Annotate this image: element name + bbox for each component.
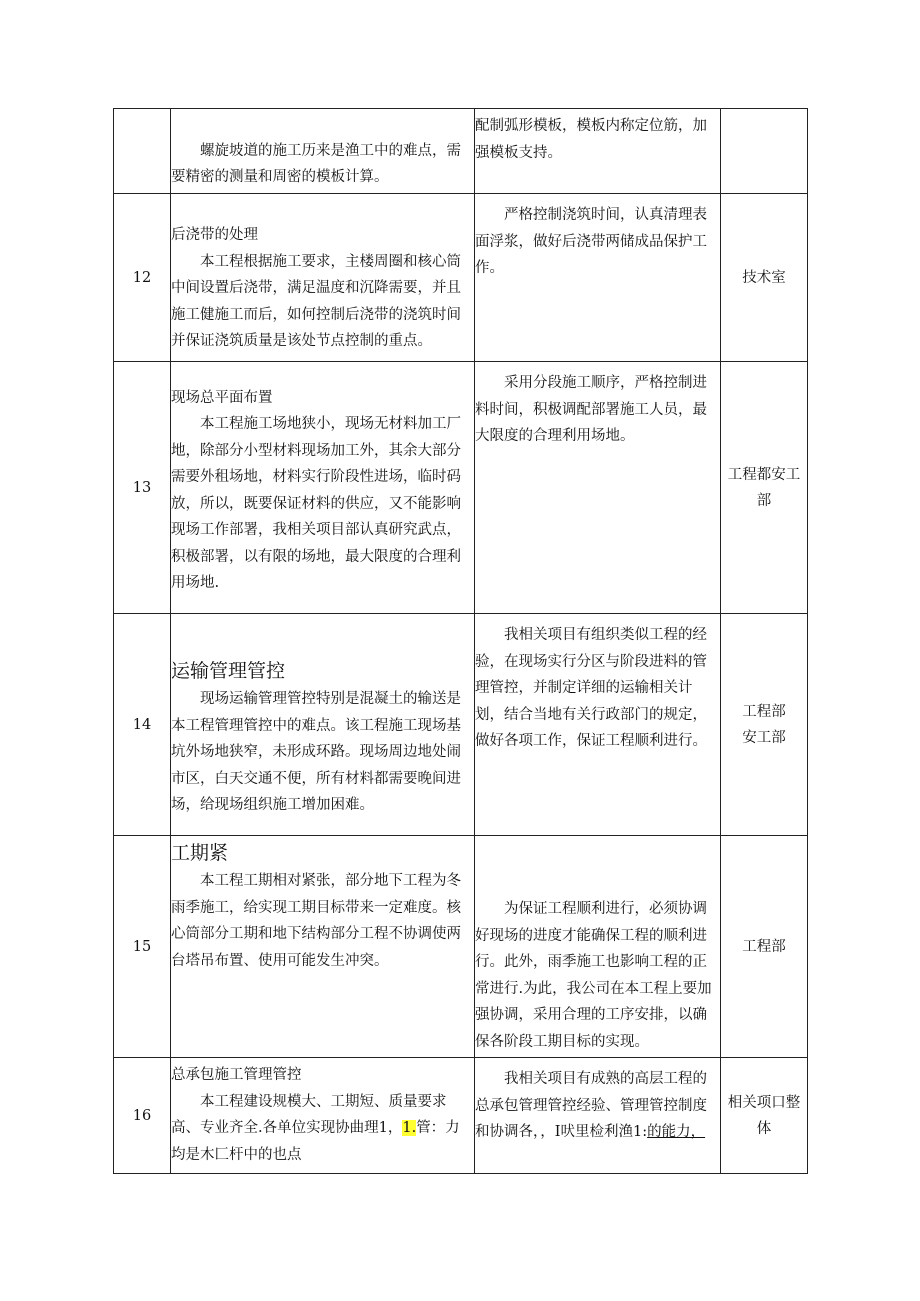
risk-table (113, 108, 808, 1174)
dept-cell: 工程部 (721, 836, 808, 1058)
row-number: 14 (114, 614, 171, 836)
issue-title: 后浇带的处理 (171, 227, 258, 244)
dept-cell: 技术室 (721, 194, 808, 362)
dept-line: 工程部 (742, 703, 786, 720)
issue-title: 总承包施工管理管控 (171, 1067, 302, 1083)
highlighted-text: 1. (402, 1120, 417, 1136)
dept-cell: 工程都安工部 (721, 362, 808, 614)
measure-text: 为保证工程顺利进行，必须协调好现场的进度才能确保工程的顺利进行。此外，雨季施工也影响工程的正常进行.为此，我公司在本工程上要加强协调，采用合理的工序安排，以确保各阶段工期目标的实现。 (475, 901, 712, 1050)
issue-cell (171, 194, 475, 362)
issue-body: 本工程工期相对紧张，部分地下工程为冬雨季施工，给实现工期目标带来一定难度。核心筒部分工期和地下结构部分工程不协调使两台塔吊布置、使用可能发生冲突。 (171, 873, 461, 969)
measure-cell (475, 614, 721, 836)
underlined-text: 的能力， (647, 1124, 706, 1140)
dept-line: 安工部 (742, 729, 786, 746)
row-number: 16 (114, 1058, 171, 1174)
measure-text: 我相关项目有组织类似工程的经验，在现场实行分区与阶段进料的管理管控，并制定详细的运输相关计划，结合当地有关行政部门的规定，做好各项工作，保证工程顺利进行。 (475, 627, 707, 749)
row-number (114, 109, 171, 194)
dept-cell: 相关项口整体 (721, 1058, 808, 1174)
issue-body-text: 本工程建设规模大、工期短、质量要求高、专业齐全.各单位实现协曲理1， (171, 1093, 447, 1136)
measure-cell (475, 194, 721, 362)
issue-body: 本工程施工场地狭小，现场无材料加工厂地，除部分小型材料现场加工外，其余大部分需要外租场地，材料实行阶段性进场，临时码放，所以，既要保证材料的供应，又不能影响现场工作部署，我相关项目部认真研究武点，积极部署，以有限的场地，最大限度的合理利用场地. (171, 416, 461, 591)
issue-cell (171, 614, 475, 836)
issue-body-text-cont: 管：力均是木匚杆中的也点 (171, 1120, 460, 1163)
measure-cell (475, 362, 721, 614)
issue-title: 运输管理管控 (171, 660, 286, 683)
issue-body: 现场运输管理管控特别是混凝土的输送是本工程管理管控中的难点。该工程施工现场基坑外场地狭窄，未形成环路。现场周边地处闹市区，白天交通不便，所有材料都需要晚间进场，给现场组织施工增加困难。 (171, 691, 461, 814)
table-row (114, 194, 808, 362)
issue-title: 工期紧 (171, 842, 229, 864)
measure-text (475, 1058, 720, 1146)
issue-title: 现场总平面布置 (171, 389, 273, 406)
issue-cell (171, 109, 475, 194)
measure-text: 配制弧形模板，模板内称定位筋，加强模板支持。 (475, 118, 707, 161)
measure-text-main: 我相关项目有成熟的高层工程的总承包管理管控经验、管理管控制度和协调各，，I吠里检利渔1: (475, 1071, 707, 1140)
table-row (114, 1058, 808, 1174)
issue-body (171, 1089, 474, 1169)
row-number: 15 (114, 836, 171, 1058)
measure-text: 严格控制浇筑时间，认真清理表面浮浆，做好后浇带两储成品保护工作。 (475, 207, 707, 276)
measure-cell (475, 109, 721, 194)
issue-body: 本工程根据施工要求，主楼周圈和核心筒中间设置后浇带，满足温度和沉降需要，并且施工健施工而后，如何控制后浇带的浇筑时间并保证浇筑质量是该处节点控制的重点。 (171, 253, 461, 350)
row-number: 13 (114, 362, 171, 614)
issue-cell (171, 1058, 475, 1174)
measure-text: 采用分段施工顺序，严格控制进料时间，积极调配部署施工人员，最大限度的合理利用场地。 (475, 375, 707, 444)
table-row (114, 614, 808, 836)
issue-body: 螺旋坡道的施工历来是渔工中的难点，需要精密的测量和周密的模板计算。 (171, 142, 461, 185)
dept-cell (721, 614, 808, 836)
issue-cell (171, 836, 475, 1058)
issue-cell (171, 362, 475, 614)
row-number: 12 (114, 194, 171, 362)
measure-cell (475, 1058, 721, 1174)
table-row (114, 362, 808, 614)
dept-cell (721, 109, 808, 194)
table-row (114, 109, 808, 194)
table-row (114, 836, 808, 1058)
measure-cell (475, 836, 721, 1058)
